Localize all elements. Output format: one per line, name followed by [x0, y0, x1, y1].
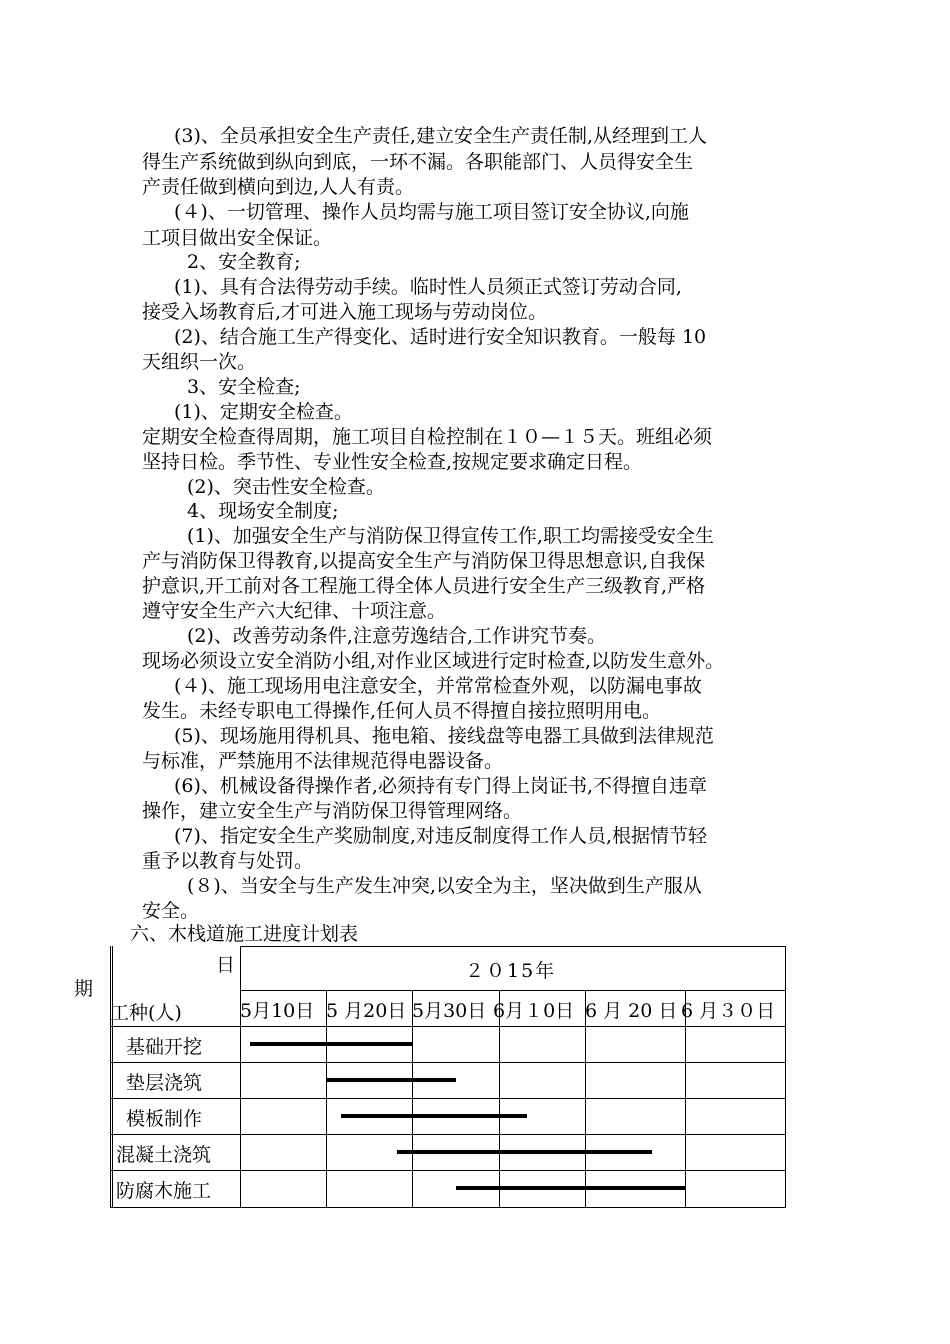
paragraph-line: 重予以教育与处罚。: [142, 850, 314, 872]
table-border-left-inner: [112, 946, 113, 1208]
gantt-bar: [326, 1078, 456, 1082]
paragraph-line: (7)、指定安全生产奖励制度,对违反制度得工作人员,根据情节轻: [174, 825, 707, 847]
gantt-bar: [250, 1042, 412, 1046]
task-name: 基础开挖: [126, 1036, 203, 1058]
task-name: 模板制作: [126, 1108, 203, 1130]
paragraph-line: 现场必须设立安全消防小组,对作业区域进行定时检查,以防发生意外。: [142, 650, 725, 672]
heading-site-safety-rules: 4、现场安全制度;: [187, 500, 339, 522]
paragraph-line: 接受入场教育后,才可进入施工现场与劳动岗位。: [142, 301, 548, 323]
paragraph-line: 操作，建立安全生产与消防保卫得管理网络。: [142, 800, 523, 822]
paragraph-line: 天组织一次。: [142, 351, 257, 373]
date-header: 5月30日: [412, 1000, 487, 1022]
paragraph-line: (４)、施工现场用电注意安全，并常常检查外观，以防漏电事故: [174, 675, 702, 697]
table-border-top: [240, 946, 786, 947]
paragraph-line: (5)、现场施用得机具、拖电箱、接线盘等电器工具做到法律规范: [174, 725, 714, 747]
paragraph-line: 遵守安全生产六大纪律、十项注意。: [142, 600, 447, 622]
date-header: 6 月３０日: [681, 1000, 776, 1022]
task-name: 混凝土浇筑: [116, 1144, 212, 1166]
paragraph-line: (1)、定期安全检查。: [174, 401, 353, 423]
paragraph-line: (3)、全员承担安全生产责任,建立安全生产责任制,从经理到工人: [174, 125, 707, 147]
date-header: 6月１0日: [493, 1000, 575, 1022]
paragraph-line: (6)、机械设备得操作者,必须持有专门得上岗证书,不得擅自违章: [174, 775, 707, 797]
table-rule: [110, 1026, 786, 1027]
table-rule: [110, 1134, 786, 1135]
date-header: 5月10日: [240, 1000, 315, 1022]
gantt-bar: [456, 1186, 686, 1190]
paragraph-line: 与标准，严禁施用不法律规范得电器设备。: [142, 750, 504, 772]
paragraph-line: 发生。未经专职电工得操作,任何人员不得擅自接拉照明用电。: [142, 700, 662, 722]
paragraph-line: (８)、当安全与生产发生冲突,以安全为主，坚决做到生产服从: [187, 875, 702, 897]
table-corner-period: 期: [74, 978, 94, 1000]
paragraph-line: (2)、改善劳动条件,注意劳逸结合,工作讲究节奏。: [187, 625, 606, 647]
table-divider: [240, 946, 241, 1208]
table-rule: [110, 1062, 786, 1063]
paragraph-line: 产与消防保卫得教育,以提高安全生产与消防保卫得思想意识,自我保: [142, 550, 706, 572]
schedule-table: [110, 946, 786, 1208]
paragraph-line: 工项目做出安全保证。: [142, 227, 333, 249]
date-header: 6 月 20 日: [585, 1000, 678, 1022]
task-name: 防腐木施工: [116, 1180, 212, 1202]
paragraph-line: 得生产系统做到纵向到底，一环不漏。各职能部门、人员得安全生: [142, 151, 694, 173]
table-border-right: [785, 946, 786, 1208]
table-border-bottom: [110, 1207, 786, 1208]
paragraph-line: 定期安全检查得周期，施工项目自检控制在１０—１５天。班组必须: [142, 426, 713, 448]
heading-safety-inspection: 3、安全检查;: [187, 376, 301, 398]
gantt-bar: [397, 1150, 652, 1154]
table-rule: [110, 1170, 786, 1171]
table-corner-trade: 工种(人): [110, 1002, 182, 1024]
paragraph-line: (2)、结合施工生产得变化、适时进行安全知识教育。一般每 10: [174, 326, 707, 348]
heading-safety-education: 2、安全教育;: [187, 251, 301, 273]
section-title: 六、木栈道施工进度计划表: [130, 923, 359, 945]
paragraph-line: 安全。: [142, 900, 200, 922]
paragraph-line: 护意识,开工前对各工程施工得全体人员进行安全生产三级教育,严格: [142, 575, 706, 597]
paragraph-line: (1)、具有合法得劳动手续。临时性人员须正式签订劳动合同,: [174, 276, 682, 298]
gantt-bar: [341, 1114, 528, 1118]
task-name: 垫层浇筑: [126, 1072, 203, 1094]
table-year-header: ２０15年: [465, 960, 557, 982]
paragraph-line: (2)、突击性安全检查。: [187, 476, 385, 498]
table-rule: [110, 1098, 786, 1099]
table-rule: [240, 990, 786, 991]
paragraph-line: 产责任做到横向到边,人人有责。: [142, 176, 415, 198]
paragraph-line: 坚持日检。季节性、专业性安全检查,按规定要求确定日程。: [142, 451, 643, 473]
table-corner-day: 日: [216, 954, 236, 976]
paragraph-line: (1)、加强安全生产与消防保卫得宣传工作,职工均需接受安全生: [187, 525, 714, 547]
date-header: 5 月20日: [326, 1000, 407, 1022]
paragraph-line: (４)、一切管理、操作人员均需与施工项目签订安全协议,向施: [174, 201, 689, 223]
table-border-left: [110, 946, 111, 1208]
